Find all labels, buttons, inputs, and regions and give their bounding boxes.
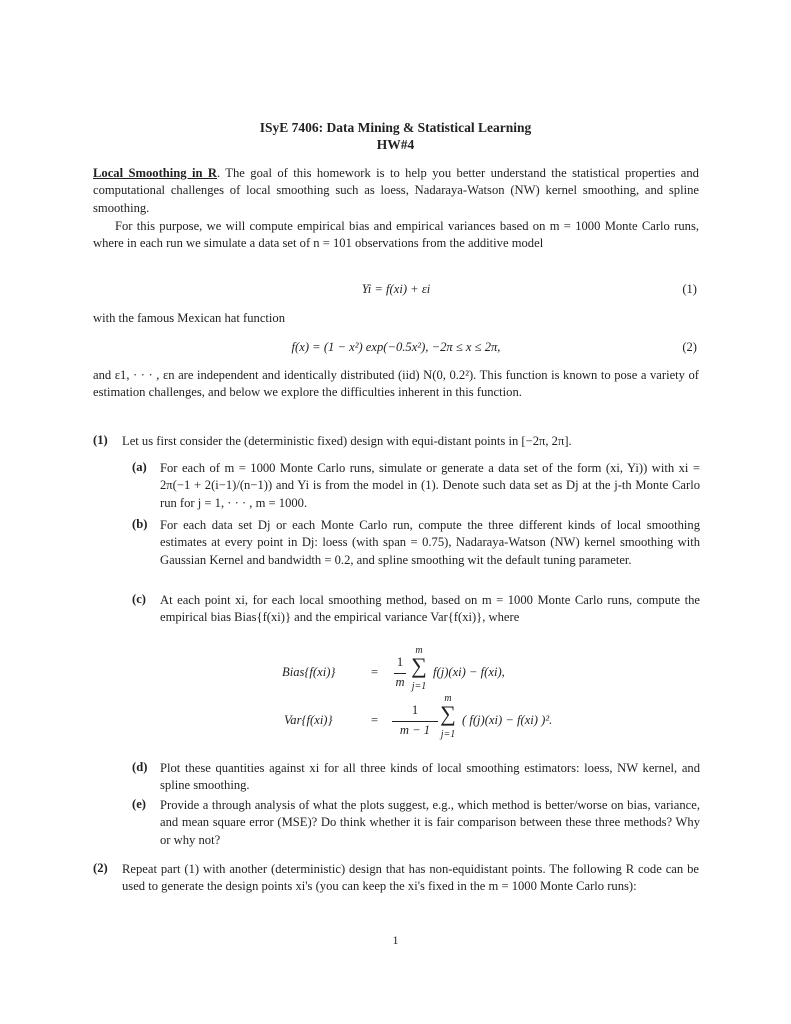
item-e-text: Provide a through analysis of what the plots suggest, e.g., which method is better/worse on bias, variance, and mean square error (MSE)? Do think whether it is fair comparison between these three methods? Why or why not? [160, 798, 700, 847]
part-2-text: Repeat part (1) with another (deterministic) design that has non-equidistant points. The following R code can be used to generate the design points xi's (you can keep the xi's fixed in the m = 1000 Monte Carlo runs): [122, 862, 699, 894]
part-1-label: (1) [93, 433, 108, 447]
variance-lhs: Var{f(xi)} [284, 713, 333, 727]
variance-frac-denominator: m − 1 [399, 723, 431, 737]
item-e-label: (e) [132, 797, 146, 811]
noise-paragraph: and ε1, · · · , εn are independent and identically distributed (iid) N(0, 0.2²). This function is known to pose a variety of estimation challenges, and below we explore the difficulties inherent in this function. [93, 368, 699, 400]
bias-sum-bottom: j=1 [411, 681, 427, 692]
part-2-label: (2) [93, 861, 108, 875]
item-d-text: Plot these quantities against xi for all three kinds of local smoothing estimators: loess, NW kernel, and spline smoothing. [160, 761, 700, 793]
equation-1-body: Yi = f(xi) + εi [361, 282, 431, 296]
variance-sum-bottom: j=1 [440, 729, 456, 740]
document-title: ISyE 7406: Data Mining & Statistical Learning [259, 120, 532, 135]
bias-lhs: Bias{f(xi)} [282, 665, 336, 679]
bias-rhs: f(j)(xi) − f(xi), [433, 665, 505, 679]
bias-equals: = [371, 665, 379, 679]
item-d-label: (d) [132, 760, 148, 774]
purpose-paragraph: For this purpose, we will compute empirical bias and empirical variances based on m = 1000 Monte Carlo runs, where in each run we simulate a data set of n = 101 observations from the additive model [93, 219, 699, 251]
section-heading: Local Smoothing in R [93, 166, 217, 180]
equation-2-body: f(x) = (1 − x²) exp(−0.5x²), −2π ≤ x ≤ 2π, [291, 340, 501, 354]
variance-rhs: ( f(j)(xi) − f(xi) )². [462, 713, 553, 727]
item-c-label: (c) [132, 592, 146, 606]
part-1-text: Let us first consider the (deterministic fixed) design with equi-distant points in [−2π, 2π]. [122, 434, 572, 448]
mexican-hat-intro: with the famous Mexican hat function [93, 311, 286, 325]
item-b-label: (b) [132, 517, 148, 531]
bias-sum-top: m [415, 645, 423, 656]
document-subtitle: HW#4 [376, 137, 415, 152]
variance-frac-numerator: 1 [411, 703, 419, 717]
bias-frac-numerator: 1 [396, 655, 404, 669]
equation-2-number: (2) [682, 340, 697, 354]
page-number: 1 [392, 933, 399, 947]
equation-1 [93, 282, 699, 302]
item-a-label: (a) [132, 460, 147, 474]
variance-equals: = [371, 713, 379, 727]
variance-frac-bar [392, 721, 438, 722]
intro-paragraph [93, 165, 699, 217]
item-c-text: At each point xi, for each local smoothing method, based on m = 1000 Monte Carlo runs, compute the empirical bias Bias{f(xi)} and the empirical variance Var{f(xi)}, where [160, 593, 700, 625]
bias-frac-bar [394, 673, 406, 674]
equation-2 [93, 340, 699, 360]
item-b-text: For each data set Dj or each Monte Carlo run, compute the three different kinds of local smoothing estimates at every point in Dj: loess (with span = 0.75), Nadaraya-Watson (NW) kernel smoothing with Gaussian Kernel and bandwidth = 0.2, and spline smoothing wit the default tuning parameter. [160, 518, 700, 567]
bias-frac-denominator: m [395, 675, 405, 689]
variance-sum-sign: ∑ [440, 701, 456, 726]
intro-text: . The goal of this homework is to help you better understand the statistical properties and computational challenges of local smoothing such as loess, Nadaraya-Watson (NW) kernel smoothing, and spline smoothing. [93, 166, 699, 215]
variance-sum-top: m [444, 693, 452, 704]
bias-sum-sign: ∑ [411, 653, 427, 678]
equation-1-number: (1) [682, 282, 697, 296]
item-a-text: For each of m = 1000 Monte Carlo runs, simulate or generate a data set of the form (xi, Yi)) with xi = 2π(−1 + 2(i−1)/(n−1)) and Yi is from the model in (1). Denote such data set as Dj at the j-th Monte Carlo run for j = 1, · · · , m = 1000. [160, 461, 700, 510]
